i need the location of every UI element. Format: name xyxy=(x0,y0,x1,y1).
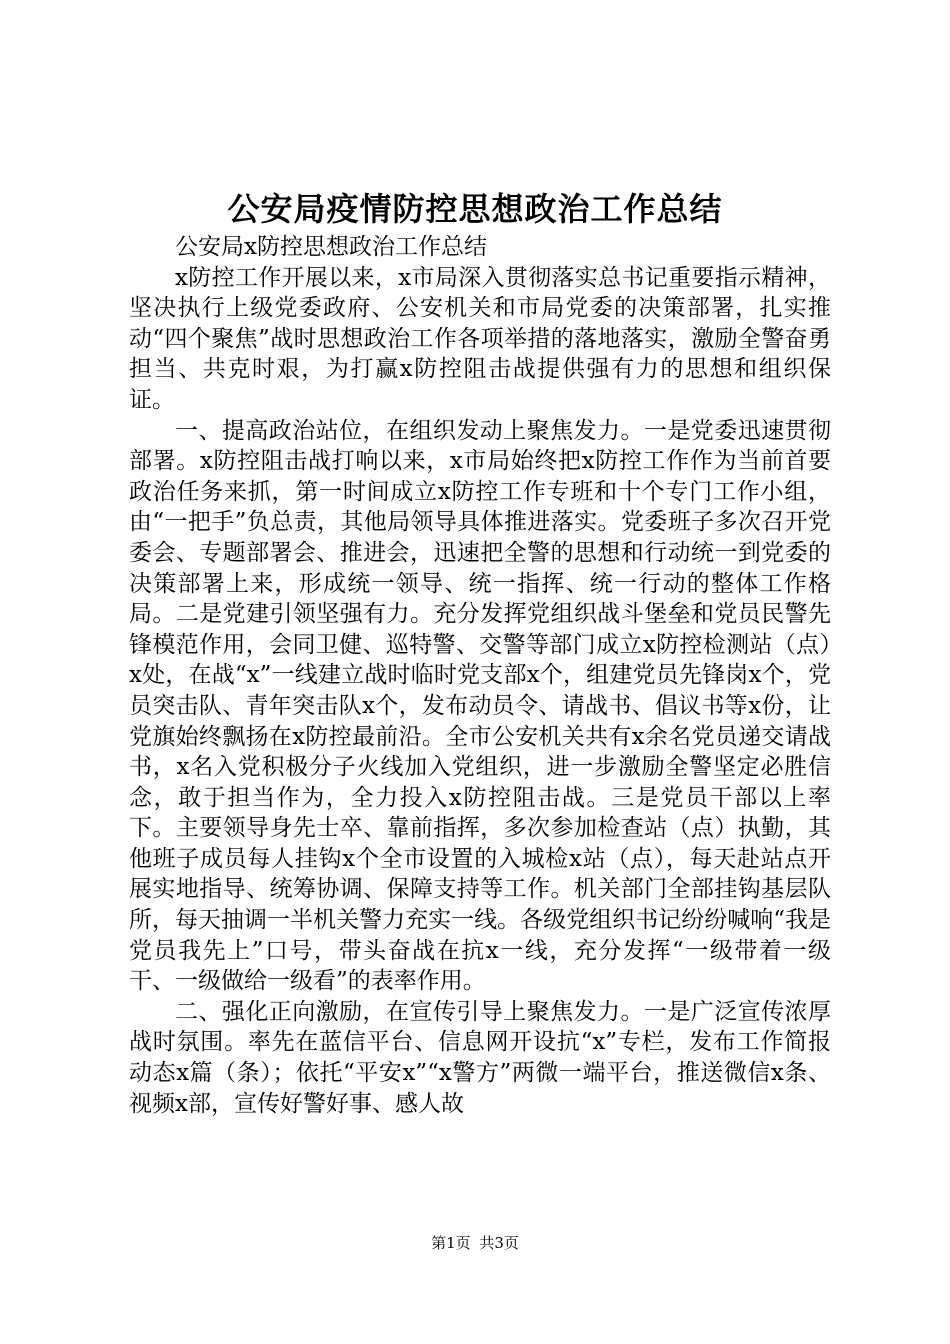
paragraph-section-2: 二、强化正向激励，在宣传引导上聚焦发力。一是广泛宣传浓厚战时氛围。率先在蓝信平台、信息网开设抗“x”专栏，发布工作简报动态x篇（条）；依托“平安x”“x警方”两微一端平台，推送微信x条、视频x部，宣传好警好事、感人故 xyxy=(129,998,831,1117)
paragraph-subtitle: 公安局x防控思想政治工作总结 xyxy=(175,234,487,260)
paragraph-intro: x防控工作开展以来，x市局深入贯彻落实总书记重要指示精神，坚决执行上级党委政府、公安机关和市局党委的决策部署，扎实推动“四个聚焦”战时思想政治工作各项举措的落地落实，激励全警奋勇担当、共克时艰，为打赢x防控阻击战提供强有力的思想和组织保证。 xyxy=(129,264,831,413)
paragraph-section-1: 一、提高政治站位，在组织发动上聚焦发力。一是党委迅速贯彻部署。x防控阻击战打响以来，x市局始终把x防控工作作为当前首要政治任务来抓，第一时间成立x防控工作专班和十个专门工作小组，由“一把手”负总责，其他局领导具体推进落实。党委班子多次召开党委会、专题部署会、推进会，迅速把全警的思想和行动统一到党委的决策部署上来，形成统一领导、统一指挥、统一行动的整体工作格局。二是党建引领坚强有力。充分发挥党组织战斗堡垒和党员民警先锋模范作用，会同卫健、巡特警、交警等部门成立x防控检测站（点）x处，在战“x”一线建立战时临时党支部x个，组建党员先锋岗x个，党员突击队、青年突击队x个，发布动员令、请战书、倡议书等x份，让党旗始终飘扬在x防控最前沿。全市公安机关共有x余名党员递交请战书，x名入党积极分子火线加入党组织，进一步激励全警坚定必胜信念，敢于担当作为，全力投入x防控阻击战。三是党员干部以上率下。主要领导身先士卒、靠前指挥，多次参加检查站（点）执勤，其他班子成员每人挂钩x个全市设置的入城检x站（点），每天赴站点开展实地指导、统筹协调、保障支持等工作。机关部门全部挂钩基层队所，每天抽调一半机关警力充实一线。各级党组织书记纷纷喊响“我是党员我先上”口号，带头奋战在抗x一线，充分发挥“一级带着一级干、一级做给一级看”的表率作用。 xyxy=(129,417,831,995)
page-footer: 第1页 共3页 xyxy=(431,1234,519,1252)
document-body xyxy=(129,232,831,1119)
document-title: 公安局疫情防控思想政治工作总结 xyxy=(227,190,723,228)
